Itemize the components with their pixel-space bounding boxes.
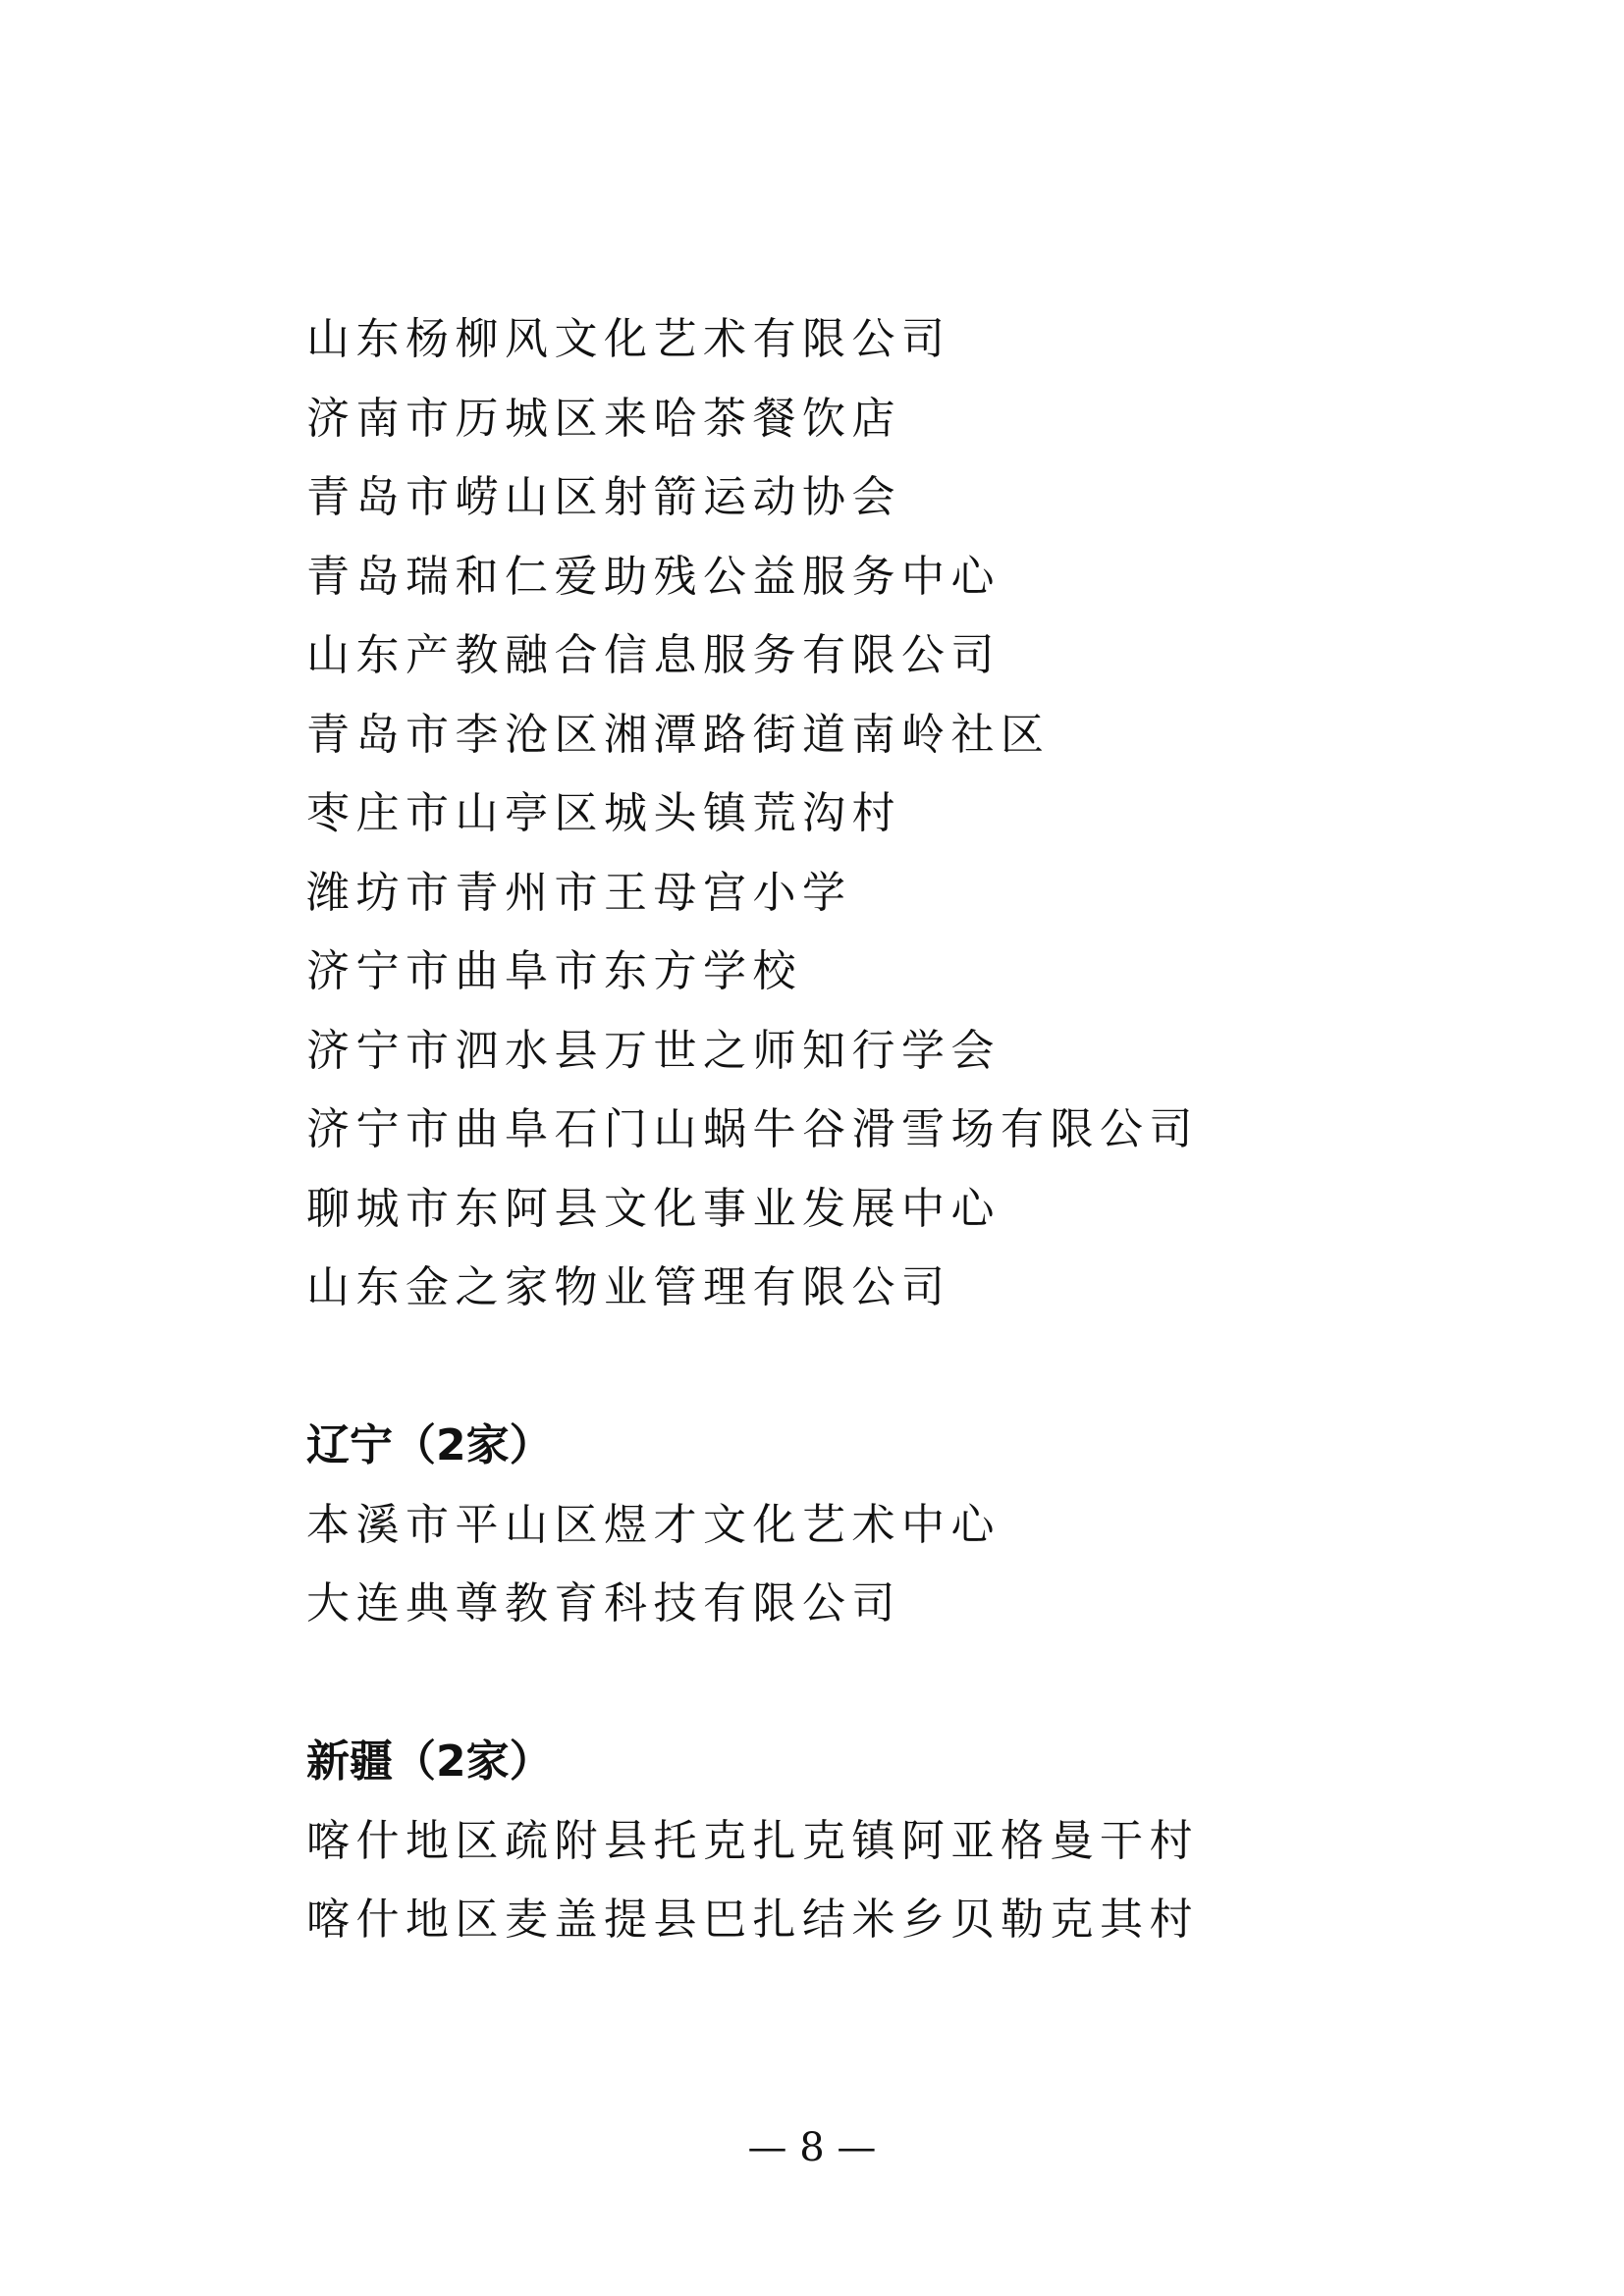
list-item: 山东产教融合信息服务有限公司 xyxy=(306,630,1001,680)
list-item: 济宁市泗水县万世之师知行学会 xyxy=(306,1025,1001,1076)
list-item: 山东杨柳风文化艺术有限公司 xyxy=(306,314,951,364)
list-item: 济宁市曲阜石门山蜗牛谷滑雪场有限公司 xyxy=(306,1104,1199,1154)
section-shandong-list xyxy=(306,300,1485,1328)
list-item: 青岛市李沧区湘潭路街道南岭社区 xyxy=(306,709,1051,760)
section-heading-xinjiang: 新疆（2家） xyxy=(306,1736,553,1787)
list-item: 山东金之家物业管理有限公司 xyxy=(306,1262,951,1312)
list-item: 喀什地区麦盖提县巴扎结米乡贝勒克其村 xyxy=(306,1895,1199,1945)
section-xinjiang xyxy=(306,1723,1485,1960)
list-item: 潍坊市青州市王母宫小学 xyxy=(306,867,852,918)
document-body xyxy=(306,300,1485,1960)
list-item: 济南市历城区来哈茶餐饮店 xyxy=(306,393,901,444)
section-liaoning xyxy=(306,1407,1485,1644)
list-item: 大连典尊教育科技有限公司 xyxy=(306,1578,901,1629)
list-item: 聊城市东阿县文化事业发展中心 xyxy=(306,1183,1001,1234)
section-heading-liaoning: 辽宁（2家） xyxy=(306,1420,553,1470)
list-item: 济宁市曲阜市东方学校 xyxy=(306,946,802,996)
list-item: 青岛瑞和仁爱助残公益服务中心 xyxy=(306,551,1001,602)
section-spacer xyxy=(306,1644,1485,1724)
list-item: 喀什地区疏附县托克扎克镇阿亚格曼干村 xyxy=(306,1815,1199,1866)
section-spacer xyxy=(306,1328,1485,1408)
page-number: — 8 — xyxy=(747,2125,877,2170)
list-item: 青岛市崂山区射箭运动协会 xyxy=(306,472,901,522)
list-item: 本溪市平山区煜才文化艺术中心 xyxy=(306,1499,1001,1550)
list-item: 枣庄市山亭区城头镇荒沟村 xyxy=(306,788,901,838)
